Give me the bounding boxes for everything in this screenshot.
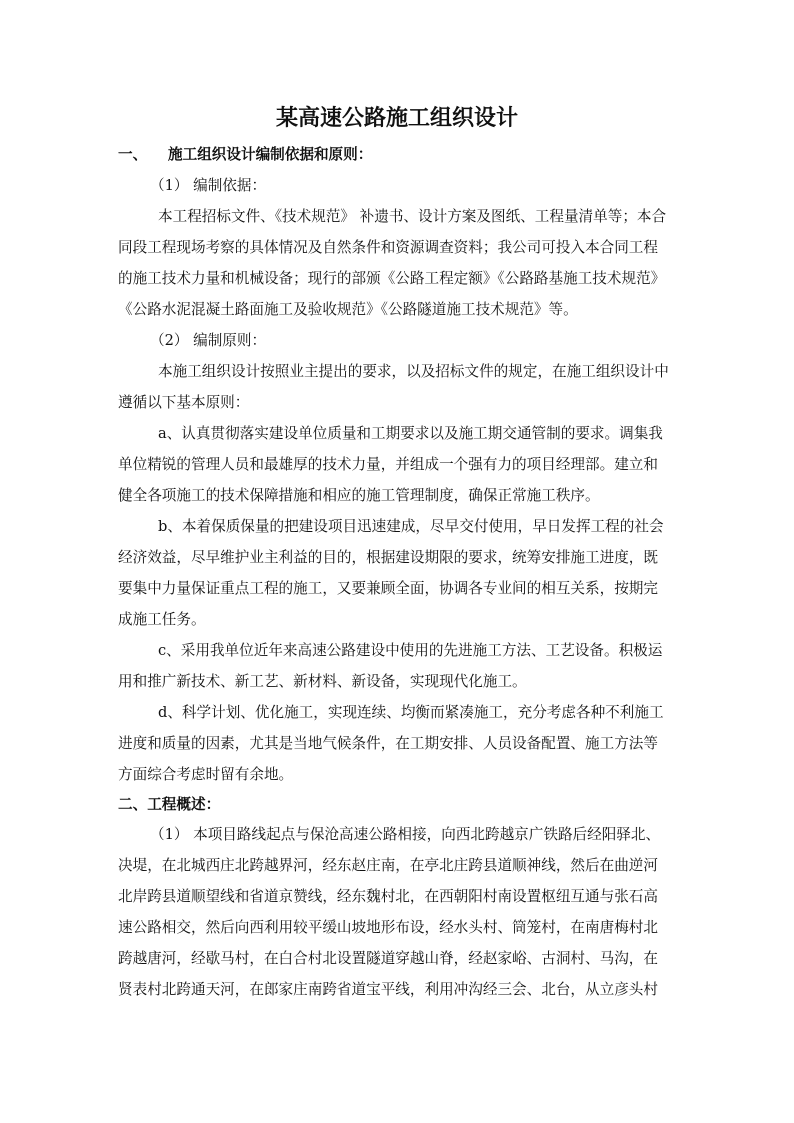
paragraph-line: 速公路相交，然后向西利用较平缓山坡地形布设，经水头村、筒笼村，在南唐梅村北 <box>118 919 658 936</box>
section-1-number: 一、 <box>118 146 148 163</box>
paragraph-line: 进度和质量的因素，尤其是当地气候条件，在工期安排、人员设备配置、施工方法等 <box>118 735 658 752</box>
paragraph-line: 决堤，在北城西庄北跨越界河，经东赵庄南，在亭北庄跨县道顺神线，然后在曲逆河 <box>118 857 658 874</box>
item-2-heading: （2） 编制原则： <box>150 332 267 349</box>
paragraph-line: 单位精锐的管理人员和最雄厚的技术力量，并组成一个强有力的项目经理部。建立和 <box>118 456 658 473</box>
document-title: 某高速公路施工组织设计 <box>275 105 518 131</box>
paragraph-line: 本施工组织设计按照业主提出的要求，以及招标文件的规定，在施工组织设计中 <box>158 363 669 380</box>
paragraph-line: （1） 本项目路线起点与保沧高速公路相接，向西北跨越京广铁路后经阳驿北、 <box>150 826 661 843</box>
section-1-heading <box>118 145 372 165</box>
paragraph-line: 经济效益，尽早维护业主利益的目的，根据建设期限的要求，统筹安排施工进度，既 <box>118 549 658 566</box>
paragraph-line: 健全各项施工的技术保障措施和相应的施工管理制度，确保正常施工秩序。 <box>118 487 600 504</box>
paragraph-line: d、科学计划、优化施工，实现连续、均衡而紧凑施工，充分考虑各种不利施工 <box>158 704 664 721</box>
item-1-heading: （1） 编制依据： <box>150 177 267 194</box>
paragraph-line: 遵循以下基本原则： <box>118 394 250 411</box>
paragraph-line: 用和推广新技术、新工艺、新材料、新设备，实现现代化施工。 <box>118 673 527 690</box>
paragraph-line: a、认真贯彻落实建设单位质量和工期要求以及施工期交通管制的要求。调集我 <box>158 425 663 442</box>
paragraph-line: 成施工任务。 <box>118 611 206 628</box>
paragraph-line: 《公路水泥混凝土路面施工及验收规范》《公路隧道施工技术规范》等。 <box>118 301 578 318</box>
paragraph-line: 跨越唐河，经歇马村，在白合村北设置隧道穿越山脊，经赵家峪、古洞村、马沟，在 <box>118 950 658 967</box>
section-2-heading: 二、工程概述： <box>118 796 221 813</box>
paragraph-line: 本工程招标文件、《技术规范》 补遗书、设计方案及图纸、工程量清单等；本合 <box>158 208 667 225</box>
paragraph-line: 方面综合考虑时留有余地。 <box>118 766 294 783</box>
paragraph-line: 同段工程现场考察的具体情况及自然条件和资源调查资料；我公司可投入本合同工程 <box>118 239 658 256</box>
paragraph-line: 要集中力量保证重点工程的施工，又要兼顾全面，协调各专业间的相互关系，按期完 <box>118 580 658 597</box>
section-1-title: 施工组织设计编制依据和原则： <box>168 146 373 163</box>
paragraph-line: 的施工技术力量和机械设备；现行的部颁《公路工程定额》《公路路基施工技术规范》 <box>118 270 666 287</box>
paragraph-line: c、采用我单位近年来高速公路建设中使用的先进施工方法、工艺设备。积极运 <box>158 642 663 659</box>
paragraph-line: b、本着保质保量的把建设项目迅速建成，尽早交付使用，早日发挥工程的社会 <box>158 518 664 535</box>
paragraph-line: 贤表村北跨通天河，在郎家庄南跨省道宝平线，利用冲沟经三会、北台，从立彦头村 <box>118 981 658 998</box>
paragraph-line: 北岸跨县道顺望线和省道京赞线，经东魏村北，在西朝阳村南设置枢纽互通与张石高 <box>118 888 658 905</box>
